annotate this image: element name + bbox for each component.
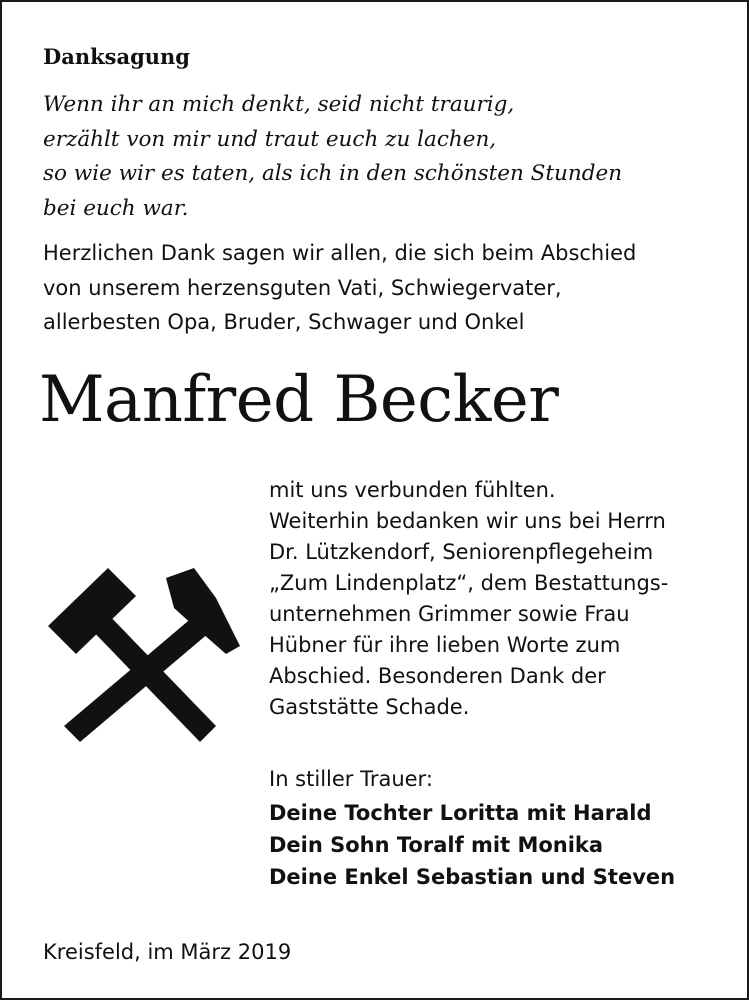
thanks-line: allerbesten Opa, Bruder, Schwager und Onkel (43, 310, 525, 334)
family-line: Deine Tochter Loritta mit Harald (269, 801, 652, 825)
family-line: Dein Sohn Toralf mit Monika (269, 833, 604, 857)
poem-line: so wie wir es taten, als ich in den schönsten Stunden (43, 161, 623, 186)
deceased-name: Manfred Becker (39, 363, 559, 437)
family-signatures (269, 797, 675, 893)
body-line: mit uns verbunden fühlten. (269, 478, 556, 502)
body-line: unternehmen Grimmer sowie Frau (269, 602, 630, 626)
body-line: Abschied. Besonderen Dank der (269, 664, 606, 688)
thanks-paragraph (43, 236, 733, 340)
poem-line: bei euch war. (43, 195, 189, 221)
poem-line: erzählt von mir und traut euch zu lachen, (43, 126, 497, 152)
notice-heading: Danksagung (43, 44, 190, 69)
thanks-line: Herzlichen Dank sagen wir allen, die sich beim Abschied (43, 241, 637, 265)
body-line: Weiterhin bedanken wir uns bei Herrn (269, 509, 666, 533)
crossed-hammers-icon (44, 564, 244, 744)
body-line: Hübner für ihre lieben Worte zum (269, 633, 621, 657)
body-line: „Zum Lindenplatz“, dem Bestattungs- (269, 571, 669, 595)
place-date: Kreisfeld, im März 2019 (43, 940, 292, 964)
poem-line: Wenn ihr an mich denkt, seid nicht traurig, (43, 92, 515, 117)
mourning-intro: In stiller Trauer: (269, 767, 433, 791)
memorial-poem (43, 88, 733, 226)
body-line: Gaststätte Schade. (269, 695, 470, 719)
family-line: Deine Enkel Sebastian und Steven (269, 865, 676, 889)
thanks-line: von unserem herzensguten Vati, Schwiegervater, (43, 275, 562, 300)
gratitude-text (269, 475, 739, 723)
body-line: Dr. Lützkendorf, Seniorenpflegeheim (269, 540, 654, 564)
